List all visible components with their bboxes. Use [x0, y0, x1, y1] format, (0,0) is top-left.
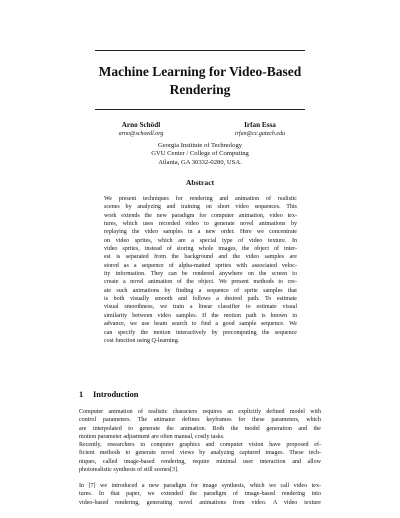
affiliation [100, 142, 300, 167]
title-line-1: Machine Learning for Video-Based [98, 64, 302, 79]
abstract-line: work extends the new paradigm for computer animation, video tex- [104, 212, 297, 219]
paragraph-line: motion parameter adjustment are often manual, costly tasks. [79, 434, 225, 441]
abstract-line: video sprites, instead of storing whole images, the object of inter- [104, 246, 297, 253]
affiliation-line-3: Atlanta, GA 30332-0280, USA. [158, 158, 242, 166]
abstract-line: scenes by analyzing and training on short video sequences. This [104, 204, 297, 211]
abstract-line: cost function using Q-learning. [104, 337, 180, 344]
abstract-line: We present techniques for rendering and animation of realistic [104, 196, 297, 202]
abstract-heading: Abstract [185, 178, 215, 187]
paragraph-line: Computer animation of realistic characters requires an explicitly defined model with [79, 409, 321, 415]
title-line-2: Rendering [169, 82, 231, 97]
abstract-line: on video sprites, which are a special type of video texture. In [104, 237, 297, 244]
paper-title [60, 63, 340, 99]
author-block-2 [205, 121, 315, 138]
abstract-line: can specify the motion interactively by precomputing the sequence [104, 329, 297, 336]
abstract-line: similarity between video samples. If the motion path is known in [104, 312, 297, 319]
abstract-body [104, 195, 297, 345]
section-heading [79, 390, 138, 399]
author-email: arno@schoedl.org [118, 131, 164, 137]
abstract-line: est is separated from the background and the video samples are [104, 254, 297, 261]
paragraph-line: In [7] we introduced a new paradigm for image synthesis, which we call video tex- [79, 483, 321, 489]
paragraph-line: Recently, researchers in computer graphics and computer vision have proposed ef- [79, 442, 321, 448]
affiliation-line-1: Georgia Institute of Technology [157, 142, 243, 149]
abstract-line: replaying the video samples in a new order. Here we concentrate [104, 229, 297, 236]
paragraph-line: video-based rendering, generating novel animations from video. A video texture [79, 499, 321, 506]
abstract-line: is both visually smooth and follows a desired path. To estimate [104, 296, 297, 303]
paragraph-line: are interpolated to generate the animation. Both the model generation and the [79, 425, 321, 432]
abstract-line: tures, which uses recorded video to generate novel animations by [104, 221, 297, 228]
abstract-line: create a novel animation of the object. We present methods to cre- [104, 279, 297, 286]
abstract-line: ate such animations by finding a sequence of sprite samples that [104, 287, 297, 294]
paragraph-line: control parameters. The animator defines keyframes for these parameters, which [79, 417, 321, 424]
author-name: Irfan Essa [244, 121, 276, 129]
paragraph-line: niques, called image-based rendering, require minimal user interaction and allow [79, 458, 321, 465]
abstract-line: stored as a sequence of alpha-matted sprites with associated veloc- [104, 262, 297, 269]
paragraph-line: photorealistic synthesis of still scenes[3]. [79, 467, 179, 474]
intro-paragraph-1 [79, 408, 321, 441]
abstract-line: advance, we use beam search to find a good sample sequence. We [104, 321, 297, 328]
section-title: Introduction [93, 390, 139, 399]
author-block-1 [86, 121, 196, 138]
author-email: irfan@cc.gatech.edu [234, 131, 286, 137]
paragraph-line: ficient methods to generate novel views by analyzing captured images. These tech- [79, 450, 321, 457]
title-bottom-rule [95, 109, 305, 110]
title-top-rule [95, 50, 305, 51]
affiliation-line-2: GVU Center / College of Computing [151, 150, 249, 158]
author-name: Arno Schödl [121, 121, 161, 129]
abstract-line: ity information. They can be rendered anywhere on the screen to [104, 271, 297, 278]
section-number: 1 [79, 390, 84, 399]
intro-paragraph-3 [79, 482, 321, 507]
abstract-line: visual smoothness, we train a linear classifier to estimate visual [104, 304, 297, 311]
intro-paragraph-2 [79, 441, 321, 474]
paragraph-line: tures. In that paper, we extended the paradigm of image-based rendering into [79, 491, 321, 498]
